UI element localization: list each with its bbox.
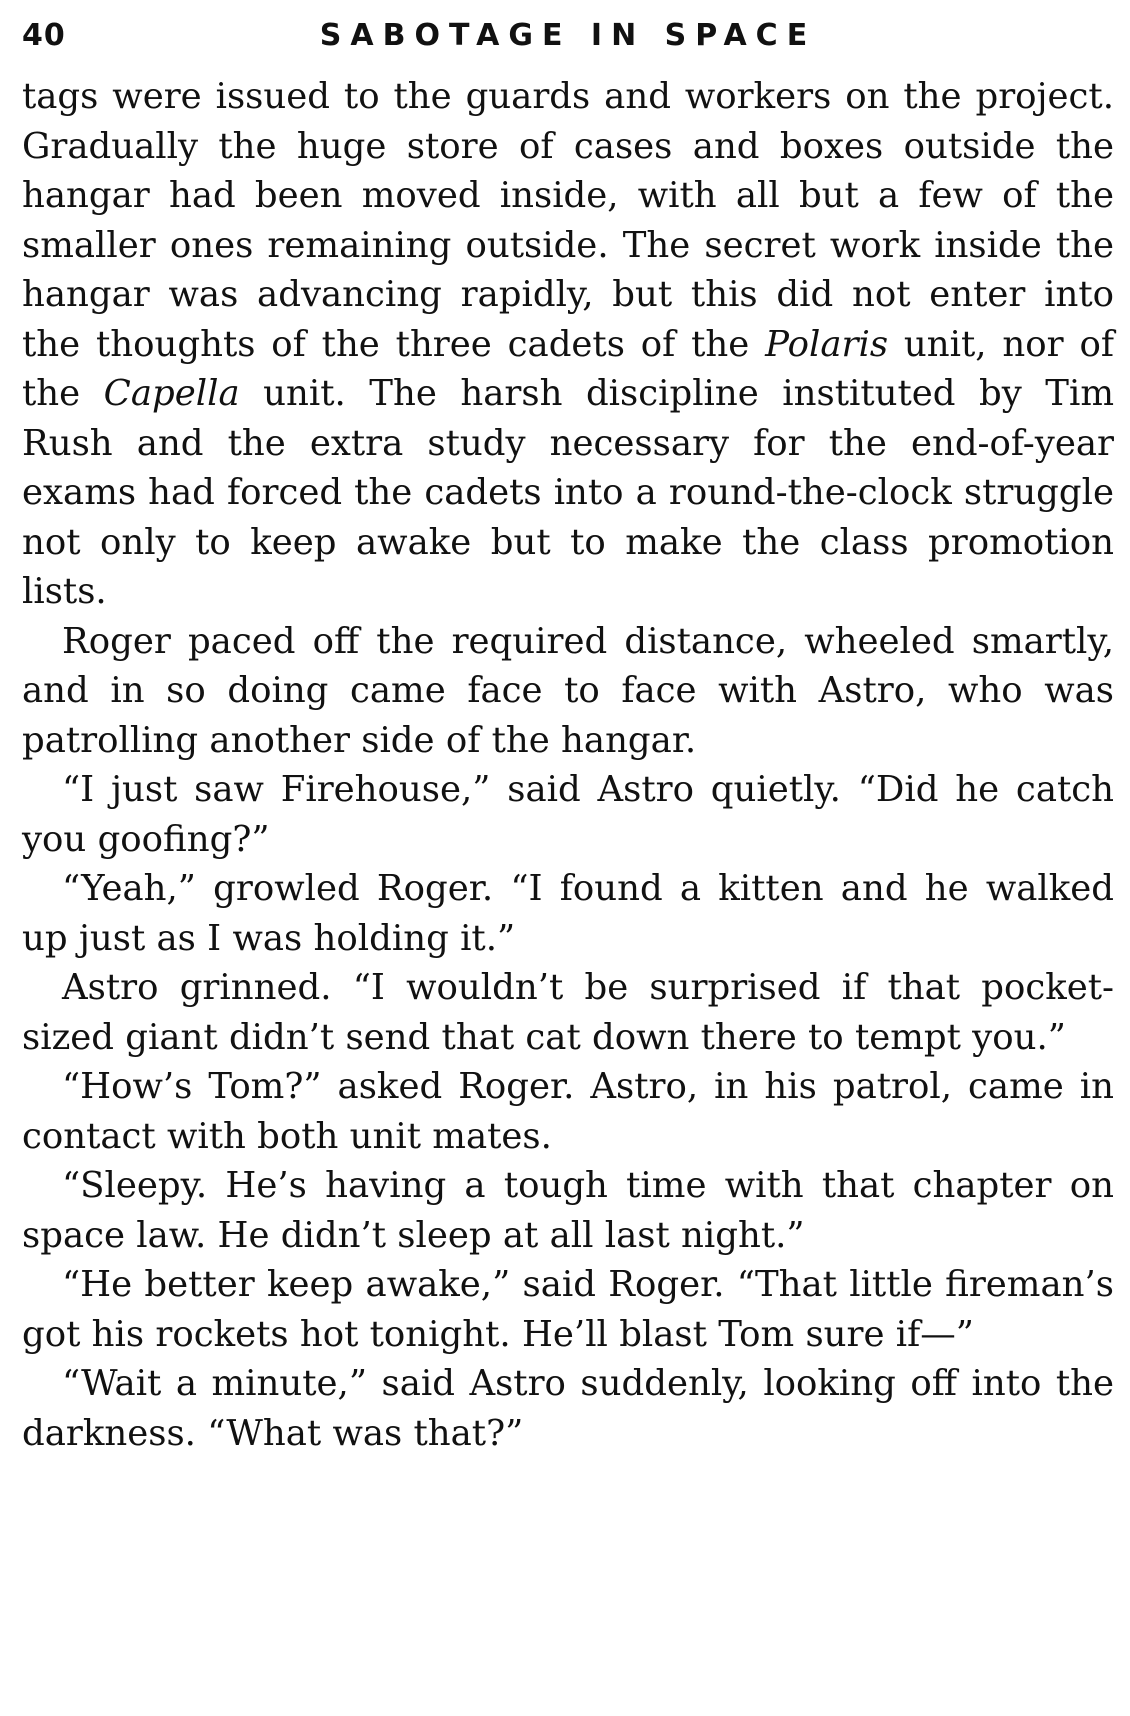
running-head: [22, 10, 1114, 72]
body-text: [22, 72, 1114, 1458]
text-segment: “I just saw Firehouse,” said Astro quietly. “Did he catch you goofing?”: [22, 769, 1114, 860]
paragraph: [22, 963, 1114, 1062]
paragraph: [22, 617, 1114, 766]
paragraph: [22, 72, 1114, 617]
text-segment: unit. The harsh discipline instituted by Tim Rush and the extra study necessary for the end-of-year exams had forced the cadets into a round-the-clock struggle not only to keep awake but to make the class promotion lists.: [22, 373, 1114, 612]
text-segment: Astro grinned. “I wouldn’t be surprised if that pocket-sized giant didn’t send that cat down there to tempt you.”: [22, 967, 1114, 1058]
book-page: [22, 10, 1114, 1458]
paragraph: [22, 864, 1114, 963]
paragraph: [22, 765, 1114, 864]
paragraph: [22, 1062, 1114, 1161]
italic-ship-name: Capella: [103, 373, 240, 414]
text-segment: “He better keep awake,” said Roger. “That little fireman’s got his rockets hot tonight. He’ll blast Tom sure if—”: [22, 1264, 1114, 1355]
text-segment: “Yeah,” growled Roger. “I found a kitten and he walked up just as I was holding it.”: [22, 868, 1114, 959]
text-segment: tags were issued to the guards and workers on the project. Gradually the huge store of cases and boxes outside the hangar had been moved inside, with all but a few of the smaller ones remaining outside. The secret work inside the hangar was advancing rapidly, but this did not enter into the thoughts of the three cadets of the: [22, 76, 1114, 365]
text-segment: Roger paced off the required distance, wheeled smartly, and in so doing came face to face with Astro, who was patrolling another side of the hangar.: [22, 620, 1114, 761]
text-segment: unit, nor of the: [22, 323, 1114, 414]
text-segment: “Sleepy. He’s having a tough time with that chapter on space law. He didn’t sleep at all last night.”: [22, 1165, 1114, 1256]
paragraph: [22, 1359, 1114, 1458]
text-segment: “Wait a minute,” said Astro suddenly, looking off into the darkness. “What was that?”: [22, 1363, 1114, 1454]
italic-ship-name: Polaris: [765, 323, 889, 365]
book-title: SABOTAGE IN SPACE: [319, 18, 817, 53]
paragraph: [22, 1161, 1114, 1260]
page-number: 40: [22, 18, 66, 53]
paragraph: [22, 1260, 1114, 1359]
text-segment: “How’s Tom?” asked Roger. Astro, in his patrol, came in contact with both unit mates.: [22, 1066, 1114, 1157]
